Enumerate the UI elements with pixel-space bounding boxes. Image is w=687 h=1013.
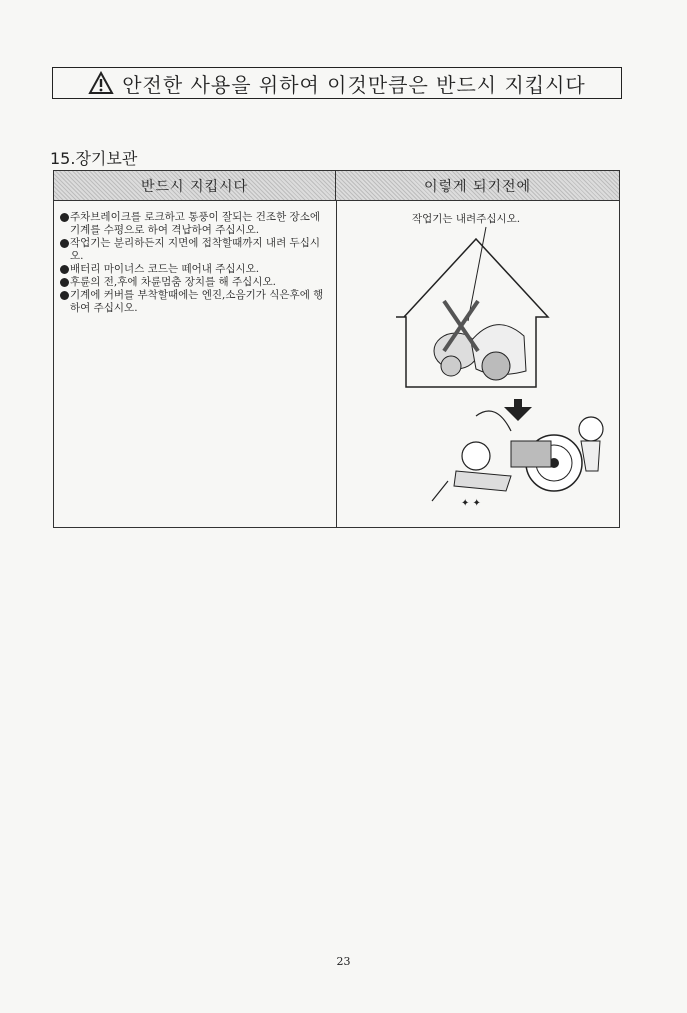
accident-scene-icon: [432, 411, 603, 509]
safety-banner: [52, 67, 622, 99]
left-header: 반드시 지킵시다: [54, 171, 336, 201]
section-title: 15.장기보관: [50, 149, 138, 168]
bullet-icon: [60, 291, 69, 300]
banner-text: 안전한 사용을 위하여 이것만큼은 반드시 지킵시다: [122, 72, 586, 97]
list-item: 배터리 마이너스 코드는 떼어내 주십시오.: [60, 263, 330, 276]
covered-tractor-icon: [434, 325, 526, 380]
instruction-list: [60, 211, 330, 315]
instruction-table: [53, 170, 620, 528]
storage-illustration: [336, 201, 619, 527]
list-item: 후륜의 전,후에 차륜멈춤 장치를 해 주십시오.: [60, 276, 330, 289]
bullet-icon: [60, 239, 69, 248]
warning-triangle-icon: [88, 71, 114, 95]
right-note: 작업기는 내려주십시오.: [412, 213, 521, 225]
page-number: 23: [336, 955, 351, 968]
bullet-icon: [60, 213, 69, 222]
list-item: 기계에 커버를 부착할때에는 엔진,소음기가 식은후에 행하여 주십시오.: [60, 289, 330, 315]
list-item: 주차브레이크를 로크하고 통풍이 잘되는 건조한 장소에 기계를 수평으로 하여 격납하여 주십시오.: [60, 211, 330, 237]
right-header: 이렇게 되기전에: [336, 171, 619, 201]
list-item: 작업기는 분리하든지 지면에 접착할때까지 내려 두십시오.: [60, 237, 330, 263]
bullet-icon: [60, 278, 69, 287]
svg-text:✦ ✦: ✦ ✦: [461, 498, 481, 509]
bullet-icon: [60, 265, 69, 274]
arrow-down-icon: [504, 399, 532, 421]
